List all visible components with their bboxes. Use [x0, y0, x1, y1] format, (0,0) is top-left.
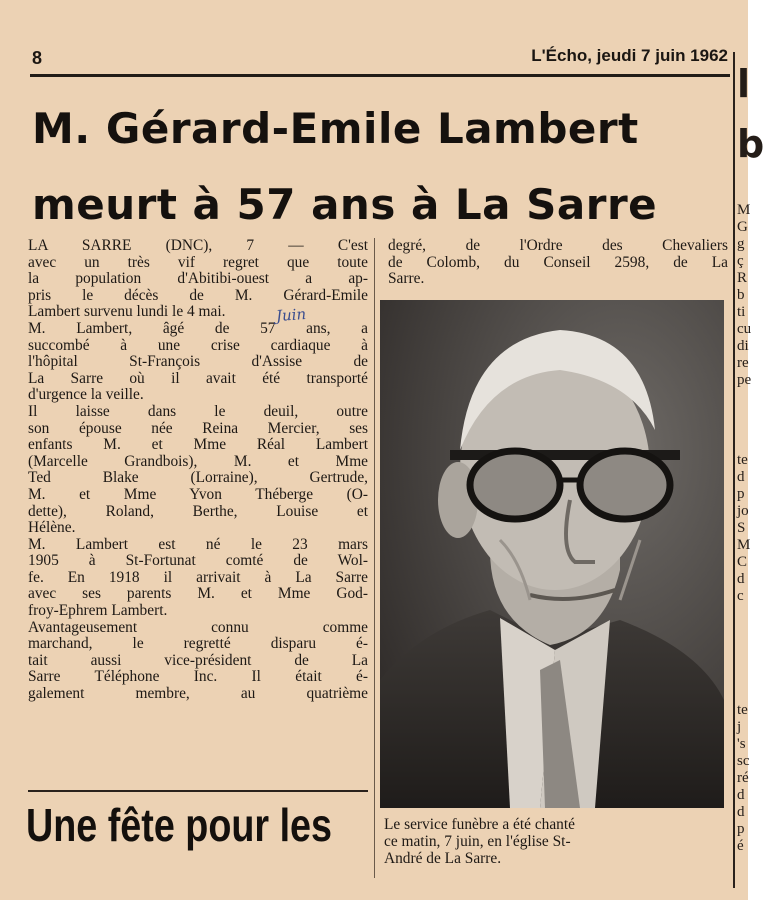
text-line: enfants M. et Mme Réal Lambert — [28, 436, 368, 454]
text-line: La Sarre où il avait été transporté — [28, 369, 368, 387]
section-rule — [28, 790, 368, 792]
article-column-left — [28, 238, 368, 703]
portrait-photo — [380, 300, 724, 808]
fragment-letter: M — [737, 537, 751, 553]
text-line: galement membre, au quatrième — [28, 685, 368, 703]
text-line: de Colomb, du Conseil 2598, de La — [388, 253, 728, 271]
fragment-letter: pe — [737, 372, 752, 388]
text-line: froy-Ephrem Lambert. — [28, 602, 168, 620]
masthead-rule — [30, 74, 730, 77]
fragment-letter: g — [737, 236, 745, 252]
fragment-letter: é — [737, 838, 744, 854]
text-line: Sarre. — [388, 270, 425, 288]
fragment-letter: M — [737, 202, 751, 218]
page-number: 8 — [32, 48, 43, 68]
fragment-letter: d — [737, 804, 745, 820]
fragment-letter: G — [737, 219, 748, 235]
text-line: d'urgence la veille. — [28, 386, 144, 404]
fragment-letter: b — [737, 287, 745, 303]
fragment-letter: di — [737, 338, 749, 354]
column-divider — [374, 238, 375, 878]
text-line: dette), Roland, Berthe, Louise et — [28, 502, 368, 520]
text-line: (Marcelle Grandbois), M. et Mme — [28, 452, 368, 470]
text-line: Lambert survenu lundi le 4 mai. — [28, 303, 226, 321]
handwritten-correction: Juin — [275, 304, 307, 326]
fragment-letter: C — [737, 554, 748, 570]
article-column-right — [388, 238, 728, 288]
fragment-letter: cu — [737, 321, 752, 337]
fragment-letter: p — [737, 821, 745, 837]
text-line: l'hôpital St-François d'Assise de — [28, 353, 368, 371]
fragment-letter: ç — [737, 253, 744, 269]
text-line: Avantageusement connu comme — [28, 618, 368, 636]
text-line: ce matin, 7 juin, en l'église St- — [384, 833, 571, 850]
text-line: avec un très vif regret que toute — [28, 253, 368, 271]
fragment-letter: re — [737, 355, 749, 371]
text-line: degré, de l'Ordre des Chevaliers — [388, 237, 728, 254]
text-line: la population d'Abitibi-ouest a ap- — [28, 270, 368, 288]
fragment-letter: b — [737, 122, 765, 166]
fragment-letter: jo — [737, 503, 749, 519]
fragment-letter: c — [737, 588, 744, 604]
fragment-letter: sc — [737, 753, 750, 769]
headline-line-1: M. Gérard-Emile Lambert — [32, 104, 639, 153]
text-line: marchand, le regretté disparu é- — [28, 635, 368, 653]
photo-caption — [384, 816, 720, 867]
fragment-letter: ré — [737, 770, 749, 786]
text-line: avec ses parents M. et Mme God- — [28, 585, 368, 603]
text-line: André de La Sarre. — [384, 850, 502, 867]
text-line: M. Lambert, âgé de 57 ans, a — [28, 319, 368, 337]
headline-line-2: meurt à 57 ans à La Sarre — [32, 180, 658, 229]
fragment-letter: ti — [737, 304, 746, 320]
fragment-letter: d — [737, 469, 745, 485]
fragment-letter: d — [737, 571, 745, 587]
text-line: Il laisse dans le deuil, outre — [28, 402, 368, 420]
adjacent-article-fragment — [733, 52, 765, 892]
text-line: M. et Mme Yvon Théberge (O- — [28, 485, 368, 503]
text-line: son épouse née Reina Mercier, ses — [28, 419, 368, 437]
fragment-letter: S — [737, 520, 746, 536]
fragment-letter: te — [737, 452, 748, 468]
text-line: Ted Blake (Lorraine), Gertrude, — [28, 469, 368, 487]
fragment-letter: p — [737, 486, 745, 502]
text-line: pris le décès de M. Gérard-Emile — [28, 286, 368, 304]
fragment-letter: R — [737, 270, 748, 286]
text-line: tait aussi vice-président de La — [28, 651, 368, 669]
fragment-letter: d — [737, 787, 745, 803]
text-line: succombé à une crise cardiaque à — [28, 336, 368, 354]
text-line: fe. En 1918 il arrivait à La Sarre — [28, 568, 368, 586]
text-line: M. Lambert est né le 23 mars — [28, 535, 368, 553]
fragment-letter: j — [737, 719, 742, 735]
text-line: LA SARRE (DNC), 7 — C'est — [28, 237, 368, 254]
text-line: 1905 à St-Fortunat comté de Wol- — [28, 552, 368, 570]
masthead-dateline: L'Écho, jeudi 7 juin 1962 — [531, 46, 728, 65]
text-line: Sarre Téléphone Inc. Il était é- — [28, 668, 368, 686]
fragment-letter: te — [737, 702, 748, 718]
fragment-letter: l — [737, 62, 751, 106]
portrait-illustration — [380, 300, 724, 808]
next-article-headline: Une fête pour les — [26, 799, 333, 851]
fragment-letter: 's — [737, 736, 746, 752]
text-line: Hélène. — [28, 519, 76, 537]
text-line: Le service funèbre a été chanté — [384, 816, 575, 833]
